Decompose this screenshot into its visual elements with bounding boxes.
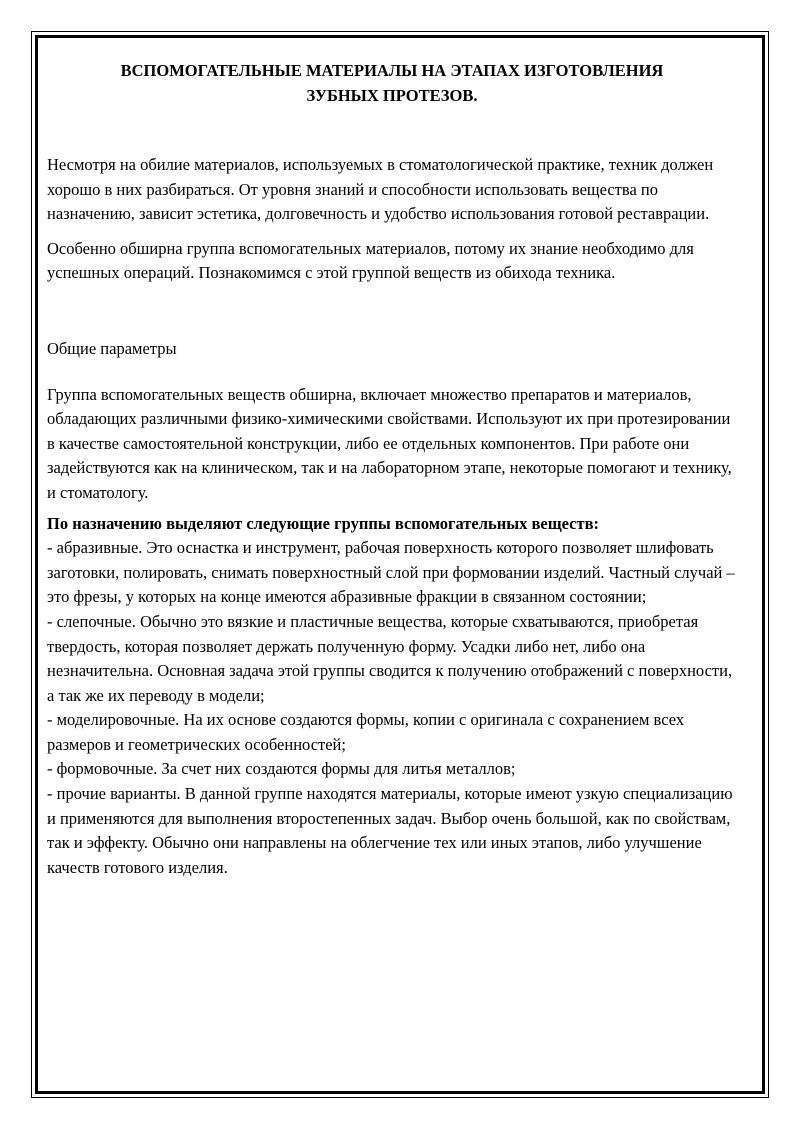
document-body (47, 58, 737, 880)
document-title (47, 58, 737, 108)
intro-paragraph-1: Несмотря на обилие материалов, используемых в стоматологической практике, техник должен хорошо в них разбираться. От уровня знаний и способности использовать вещества по назначению, зависит эстетика, долговечность и удобство использования готовой реставрации. (47, 155, 714, 224)
group-item-other: - прочие варианты. В данной группе находятся материалы, которые имеют узкую специализацию и применяются для выполнения второстепенных задач. Выбор очень большой, как по свойствам, так и эффекту. Обычно они направлены на облегчение тех или иных этапов, либо улучшение качеств готового изделия. (47, 784, 733, 877)
title-line-1: ВСПОМОГАТЕЛЬНЫЕ МАТЕРИАЛЫ НА ЭТАПАХ ИЗГОТОВЛЕНИЯ (120, 61, 664, 80)
general-paragraph: Группа вспомогательных веществ обширна, включает множество препаратов и материалов, обладающих различными физико-химическими свойствами. Используют их при протезировании в качестве самостоятельной конструкции, либо ее отдельных компонентов. При работе они задействуются как на клиническом, так и на лабораторном этапе, некоторые помогают и технику, и стоматологу. (47, 384, 732, 502)
intro-paragraph-2: Особенно обширна группа вспомогательных материалов, потому их знание необходимо для успешных операций. Познакомимся с этой группой веществ из обихода техника. (47, 238, 694, 283)
group-item-abrasive: - абразивные. Это оснастка и инструмент, рабочая поверхность которого позволяет шлифовать заготовки, полировать, снимать поверхностный слой при формовании изделий. Частный случай – это фрезы, у которых на конце имеются абразивные фракции в связанном состоянии; (47, 538, 735, 607)
groups-list (47, 512, 737, 881)
group-item-molding: - формовочные. За счет них создаются формы для литья металлов; (47, 759, 516, 779)
section-heading: Общие параметры (47, 338, 177, 358)
group-item-modeling: - моделировочные. На их основе создаются формы, копии с оригинала с сохранением всех размеров и геометрических особенностей; (47, 710, 685, 754)
groups-heading: По назначению выделяют следующие группы вспомогательных веществ: (47, 513, 600, 533)
title-line-2: ЗУБНЫХ ПРОТЕЗОВ. (306, 86, 478, 105)
group-item-impression: - слепочные. Обычно это вязкие и пластичные вещества, которые схватываются, приобретая твердость, которая позволяет держать полученную форму. Усадки либо нет, либо она незначительна. Основная задача этой группы сводится к получению отображений с поверхности, а так же их переводу в модели; (47, 611, 733, 705)
